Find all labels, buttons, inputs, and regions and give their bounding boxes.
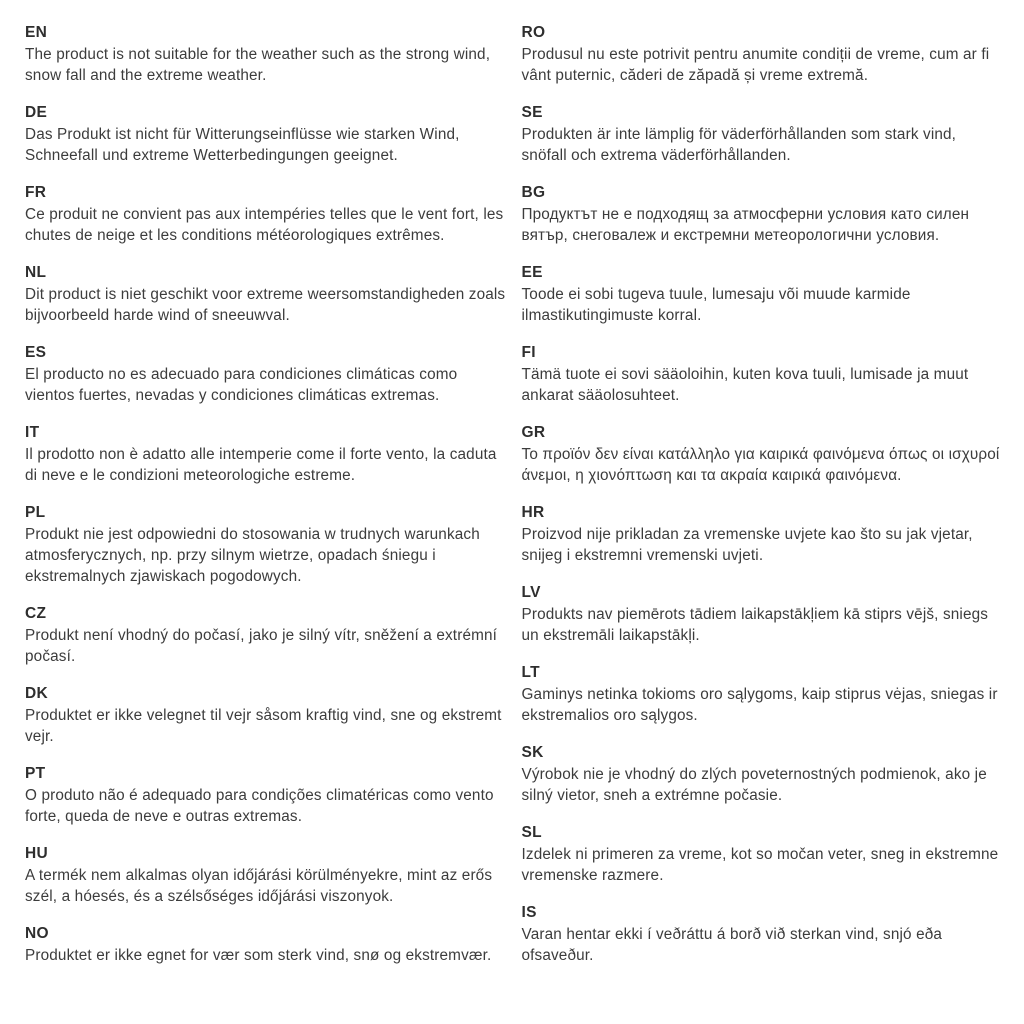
warning-text: Produktet er ikke velegnet til vejr såsom kraftig vind, sne og ekstremt vejr. [25, 707, 502, 745]
warning-text: Il prodotto non è adatto alle intemperie come il forte vento, la caduta di neve e le condizioni meteorologiche estreme. [25, 446, 497, 484]
language-entry [25, 182, 508, 246]
language-code: DE [25, 104, 48, 121]
warning-text: Výrobok nie je vhodný do zlých poveternostných podmienok, ako je silný vietor, sneh a extrémne počasie. [521, 766, 987, 804]
language-code: EN [25, 24, 48, 41]
language-code: LT [521, 664, 540, 681]
warning-text: Ce produit ne convient pas aux intempéries telles que le vent fort, les chutes de neige et les conditions météorologiques extrêmes. [25, 206, 504, 244]
language-code: BG [521, 184, 546, 201]
language-entry [25, 342, 508, 406]
warning-text: A termék nem alkalmas olyan időjárási körülményekre, mint az erős szél, a hóesés, és a szélsőséges időjárási viszonyok. [25, 867, 493, 905]
warning-text: Produsul nu este potrivit pentru anumite condiții de vreme, cum ar fi vânt puternic, căderi de zăpadă și vreme extremă. [521, 46, 990, 84]
language-code: SK [521, 744, 544, 761]
language-code: ES [25, 344, 47, 361]
language-entry [522, 262, 1005, 326]
warning-text: Varan hentar ekki í veðráttu á borð við sterkan vind, snjó eða ofsaveður. [521, 926, 943, 964]
language-entry [522, 582, 1005, 646]
language-code: RO [521, 24, 546, 41]
warning-text: Toode ei sobi tugeva tuule, lumesaju või muude karmide ilmastikutingimuste korral. [521, 286, 911, 324]
warning-text: Produkten är inte lämplig för väderförhållanden som stark vind, snöfall och extrema väderförhållanden. [521, 126, 957, 164]
warning-text: Produktet er ikke egnet for vær som sterk vind, snø og ekstremvær. [25, 947, 492, 964]
warning-text: Das Produkt ist nicht für Witterungseinflüsse wie starken Wind, Schneefall und extreme Wetterbedingungen geeignet. [25, 126, 460, 164]
language-entry [25, 683, 508, 747]
warning-text: Tämä tuote ei sovi sääoloihin, kuten kova tuuli, lumisade ja muut ankarat sääolosuhteet. [521, 366, 969, 404]
language-code: NO [25, 925, 49, 942]
language-code: SE [521, 104, 543, 121]
language-code: SL [521, 824, 542, 841]
language-code: FR [25, 184, 47, 201]
warning-text: El producto no es adecuado para condiciones climáticas como vientos fuertes, nevadas y condiciones climáticas extremas. [25, 366, 458, 404]
warning-text: Izdelek ni primeren za vreme, kot so močan veter, sneg in ekstremne vremenske razmere. [521, 846, 999, 884]
warning-text: The product is not suitable for the weather such as the strong wind, snow fall and the extreme weather. [25, 46, 491, 84]
language-entry [25, 763, 508, 827]
warning-text: Produkt není vhodný do počasí, jako je silný vítr, sněžení a extrémní počasí. [25, 627, 498, 665]
language-code: GR [521, 424, 546, 441]
warning-text: Продуктът не е подходящ за атмосферни условия като силен вятър, снеговалеж и екстремни метеорологични условия. [521, 206, 970, 244]
language-code: FI [521, 344, 536, 361]
language-entry [522, 502, 1005, 566]
language-code: PL [25, 504, 46, 521]
language-entry [25, 422, 508, 486]
language-code: NL [25, 264, 47, 281]
language-entry [522, 102, 1005, 166]
language-entry [522, 662, 1005, 726]
warning-text: Proizvod nije prikladan za vremenske uvjete kao što su jak vjetar, snijeg i ekstremni vremenski uvjeti. [521, 526, 973, 564]
language-entry [522, 342, 1005, 406]
language-entry [522, 422, 1005, 486]
language-entry [25, 603, 508, 667]
language-code: CZ [25, 605, 47, 622]
language-entry [25, 102, 508, 166]
language-code: HR [521, 504, 545, 521]
warning-text: O produto não é adequado para condições climatéricas como vento forte, queda de neve e outras extremas. [25, 787, 494, 825]
language-entry [25, 502, 508, 587]
language-entry [25, 843, 508, 907]
warning-text: Gaminys netinka tokioms oro sąlygoms, kaip stiprus vėjas, sniegas ir ekstremalios oro sąlygos. [521, 686, 998, 724]
language-entry [25, 22, 508, 86]
language-code: IT [25, 424, 40, 441]
language-code: IS [521, 904, 537, 921]
language-code: PT [25, 765, 46, 782]
warning-text: Dit product is niet geschikt voor extreme weersomstandigheden zoals bijvoorbeeld harde wind of sneeuwval. [25, 286, 506, 324]
language-entry [522, 182, 1005, 246]
warning-text: Produkts nav piemērots tādiem laikapstākļiem kā stiprs vējš, sniegs un ekstremāli laikapstākļi. [521, 606, 989, 644]
language-code: LV [521, 584, 541, 601]
language-code: HU [25, 845, 48, 862]
language-entry [522, 742, 1005, 806]
language-code: EE [521, 264, 543, 281]
language-entry [522, 22, 1005, 86]
language-entry [25, 262, 508, 326]
language-entry [522, 822, 1005, 886]
language-entry [522, 902, 1005, 966]
language-code: DK [25, 685, 48, 702]
column-left [25, 22, 508, 1014]
column-right [522, 22, 1005, 1014]
language-entry [25, 923, 508, 966]
warning-text: Το προϊόν δεν είναι κατάλληλο για καιρικά φαινόμενα όπως οι ισχυροί άνεμοι, η χιονόπτωση και τα ακραία καιρικά φαινόμενα. [521, 446, 1000, 484]
warning-text: Produkt nie jest odpowiedni do stosowania w trudnych warunkach atmosferycznych, np. przy silnym wietrze, opadach śniegu i ekstremalnych zjawiskach pogodowych. [25, 526, 480, 585]
